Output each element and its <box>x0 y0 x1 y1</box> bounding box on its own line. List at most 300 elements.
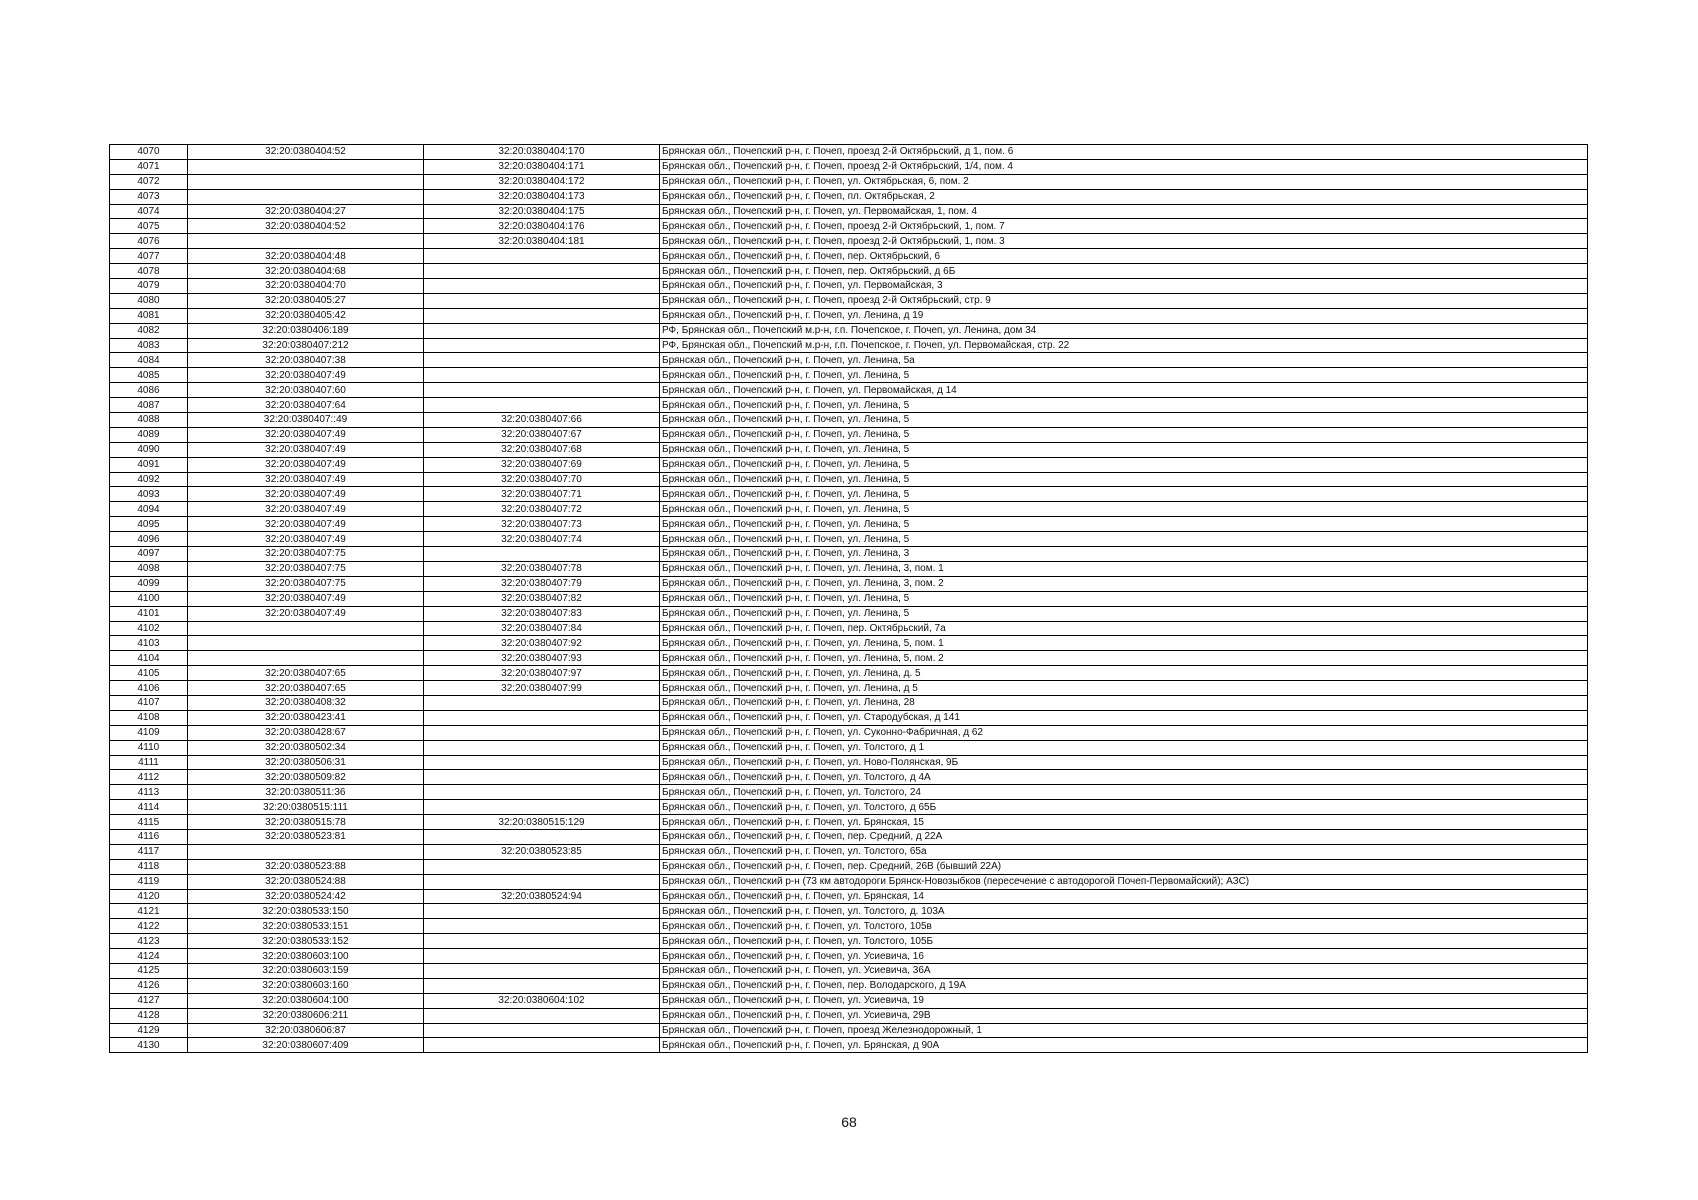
object-address: Брянская обл., Почепский р-н, г. Почеп, ул. Первомайская, д 14 <box>660 383 1588 398</box>
parcel-cadastral-number <box>188 636 424 651</box>
object-address: Брянская обл., Почепский р-н, г. Почеп, ул. Ленина, 5а <box>660 353 1588 368</box>
object-cadastral-number: 32:20:0380407:74 <box>424 532 660 547</box>
parcel-cadastral-number: 32:20:0380407:65 <box>188 666 424 681</box>
table-row <box>110 174 1588 189</box>
parcel-cadastral-number: 32:20:0380533:151 <box>188 919 424 934</box>
parcel-cadastral-number: 32:20:0380407:49 <box>188 591 424 606</box>
row-number: 4110 <box>110 740 188 755</box>
object-cadastral-number: 32:20:0380407:93 <box>424 651 660 666</box>
object-cadastral-number <box>424 770 660 785</box>
parcel-cadastral-number: 32:20:0380515:78 <box>188 815 424 830</box>
object-address: Брянская обл., Почепский р-н, г. Почеп, ул. Стародубская, д 141 <box>660 710 1588 725</box>
parcel-cadastral-number: 32:20:0380407:49 <box>188 472 424 487</box>
parcel-cadastral-number: 32:20:0380407:75 <box>188 547 424 562</box>
object-cadastral-number: 32:20:0380407:71 <box>424 487 660 502</box>
parcel-cadastral-number <box>188 174 424 189</box>
row-number: 4112 <box>110 770 188 785</box>
table-row <box>110 755 1588 770</box>
table-row <box>110 815 1588 830</box>
table-row <box>110 949 1588 964</box>
row-number: 4097 <box>110 547 188 562</box>
table-row <box>110 532 1588 547</box>
object-address: Брянская обл., Почепский р-н, г. Почеп, пер. Октябрьский, 6 <box>660 249 1588 264</box>
table-row <box>110 353 1588 368</box>
object-address: Брянская обл., Почепский р-н, г. Почеп, ул. Ленина, 5 <box>660 413 1588 428</box>
table-row <box>110 636 1588 651</box>
table-row <box>110 413 1588 428</box>
object-cadastral-number <box>424 353 660 368</box>
row-number: 4099 <box>110 576 188 591</box>
row-number: 4129 <box>110 1023 188 1038</box>
parcel-cadastral-number: 32:20:0380407:64 <box>188 398 424 413</box>
row-number: 4086 <box>110 383 188 398</box>
object-cadastral-number: 32:20:0380515:129 <box>424 815 660 830</box>
table-row <box>110 1008 1588 1023</box>
row-number: 4119 <box>110 874 188 889</box>
parcel-cadastral-number: 32:20:0380406:189 <box>188 323 424 338</box>
object-address: Брянская обл., Почепский р-н, г. Почеп, ул. Толстого, д 65Б <box>660 800 1588 815</box>
parcel-cadastral-number: 32:20:0380407:65 <box>188 681 424 696</box>
object-address: Брянская обл., Почепский р-н, г. Почеп, ул. Толстого, д 4А <box>660 770 1588 785</box>
parcel-cadastral-number: 32:20:0380404:52 <box>188 145 424 160</box>
table-row <box>110 844 1588 859</box>
object-cadastral-number: 32:20:0380523:85 <box>424 844 660 859</box>
parcel-cadastral-number: 32:20:0380405:42 <box>188 308 424 323</box>
registry-table <box>109 144 1588 1053</box>
object-address: Брянская обл., Почепский р-н, г. Почеп, ул. Толстого, 65а <box>660 844 1588 859</box>
object-cadastral-number: 32:20:0380404:176 <box>424 219 660 234</box>
row-number: 4127 <box>110 993 188 1008</box>
object-cadastral-number: 32:20:0380407:82 <box>424 591 660 606</box>
parcel-cadastral-number <box>188 621 424 636</box>
object-address: Брянская обл., Почепский р-н, г. Почеп, ул. Усиевича, 36А <box>660 963 1588 978</box>
row-number: 4102 <box>110 621 188 636</box>
object-cadastral-number <box>424 934 660 949</box>
parcel-cadastral-number: 32:20:0380511:36 <box>188 785 424 800</box>
object-address: Брянская обл., Почепский р-н, г. Почеп, проезд 2-й Октябрьский, стр. 9 <box>660 293 1588 308</box>
table-row <box>110 398 1588 413</box>
object-address: Брянская обл., Почепский р-н, г. Почеп, ул. Ленина, 5 <box>660 517 1588 532</box>
table-row <box>110 1023 1588 1038</box>
row-number: 4118 <box>110 859 188 874</box>
object-address: Брянская обл., Почепский р-н, г. Почеп, ул. Ленина, 3 <box>660 547 1588 562</box>
object-cadastral-number <box>424 978 660 993</box>
object-cadastral-number <box>424 264 660 279</box>
row-number: 4113 <box>110 785 188 800</box>
table-row <box>110 442 1588 457</box>
row-number: 4124 <box>110 949 188 964</box>
table-row <box>110 159 1588 174</box>
parcel-cadastral-number: 32:20:0380407:49 <box>188 442 424 457</box>
object-cadastral-number: 32:20:0380407:83 <box>424 606 660 621</box>
object-cadastral-number: 32:20:0380404:173 <box>424 189 660 204</box>
parcel-cadastral-number: 32:20:0380407:49 <box>188 606 424 621</box>
table-row <box>110 561 1588 576</box>
parcel-cadastral-number: 32:20:0380407:212 <box>188 338 424 353</box>
object-cadastral-number <box>424 874 660 889</box>
object-cadastral-number: 32:20:0380407:79 <box>424 576 660 591</box>
object-address: Брянская обл., Почепский р-н, г. Почеп, ул. Ленина, 5 <box>660 532 1588 547</box>
parcel-cadastral-number: 32:20:0380404:70 <box>188 279 424 294</box>
object-cadastral-number <box>424 547 660 562</box>
table-row <box>110 800 1588 815</box>
parcel-cadastral-number: 32:20:0380524:88 <box>188 874 424 889</box>
parcel-cadastral-number: 32:20:0380523:81 <box>188 829 424 844</box>
table-row <box>110 829 1588 844</box>
row-number: 4111 <box>110 755 188 770</box>
row-number: 4120 <box>110 889 188 904</box>
table-row <box>110 368 1588 383</box>
object-address: Брянская обл., Почепский р-н, г. Почеп, ул. Ленина, 3, пом. 2 <box>660 576 1588 591</box>
table-row <box>110 487 1588 502</box>
table-row <box>110 427 1588 442</box>
object-address: Брянская обл., Почепский р-н, г. Почеп, ул. Ленина, д 19 <box>660 308 1588 323</box>
table-row <box>110 993 1588 1008</box>
table-row <box>110 919 1588 934</box>
row-number: 4128 <box>110 1008 188 1023</box>
object-cadastral-number: 32:20:0380404:170 <box>424 145 660 160</box>
parcel-cadastral-number: 32:20:0380506:31 <box>188 755 424 770</box>
parcel-cadastral-number: 32:20:0380603:100 <box>188 949 424 964</box>
table-row <box>110 472 1588 487</box>
parcel-cadastral-number: 32:20:0380404:48 <box>188 249 424 264</box>
parcel-cadastral-number: 32:20:0380408:32 <box>188 695 424 710</box>
row-number: 4109 <box>110 725 188 740</box>
object-address: Брянская обл., Почепский р-н, г. Почеп, ул. Ленина, 5, пом. 1 <box>660 636 1588 651</box>
object-cadastral-number <box>424 398 660 413</box>
object-cadastral-number <box>424 755 660 770</box>
parcel-cadastral-number: 32:20:0380407:49 <box>188 457 424 472</box>
parcel-cadastral-number: 32:20:0380407:38 <box>188 353 424 368</box>
object-address: Брянская обл., Почепский р-н, г. Почеп, ул. Ленина, д. 5 <box>660 666 1588 681</box>
object-cadastral-number: 32:20:0380407:67 <box>424 427 660 442</box>
object-address: Брянская обл., Почепский р-н, г. Почеп, ул. Ленина, 5 <box>660 457 1588 472</box>
object-address: Брянская обл., Почепский р-н, г. Почеп, ул. Толстого, 105в <box>660 919 1588 934</box>
object-cadastral-number <box>424 829 660 844</box>
parcel-cadastral-number: 32:20:0380607:409 <box>188 1038 424 1053</box>
row-number: 4070 <box>110 145 188 160</box>
object-address: Брянская обл., Почепский р-н, г. Почеп, ул. Первомайская, 1, пом. 4 <box>660 204 1588 219</box>
registry-table-body <box>110 145 1588 1053</box>
row-number: 4091 <box>110 457 188 472</box>
object-address: Брянская обл., Почепский р-н, г. Почеп, ул. Ленина, 5 <box>660 606 1588 621</box>
row-number: 4077 <box>110 249 188 264</box>
object-address: Брянская обл., Почепский р-н, г. Почеп, ул. Ленина, 5, пом. 2 <box>660 651 1588 666</box>
object-cadastral-number: 32:20:0380407:73 <box>424 517 660 532</box>
row-number: 4130 <box>110 1038 188 1053</box>
row-number: 4084 <box>110 353 188 368</box>
table-row <box>110 681 1588 696</box>
table-row <box>110 264 1588 279</box>
row-number: 4072 <box>110 174 188 189</box>
object-cadastral-number <box>424 919 660 934</box>
parcel-cadastral-number: 32:20:0380407:49 <box>188 427 424 442</box>
object-address: РФ, Брянская обл., Почепский м.р-н, г.п. Почепское, г. Почеп, ул. Ленина, дом 34 <box>660 323 1588 338</box>
row-number: 4114 <box>110 800 188 815</box>
table-row <box>110 978 1588 993</box>
parcel-cadastral-number: 32:20:0380404:27 <box>188 204 424 219</box>
row-number: 4093 <box>110 487 188 502</box>
object-address: Брянская обл., Почепский р-н, г. Почеп, проезд 2-й Октябрьский, 1, пом. 7 <box>660 219 1588 234</box>
object-cadastral-number <box>424 249 660 264</box>
table-row <box>110 695 1588 710</box>
row-number: 4089 <box>110 427 188 442</box>
row-number: 4071 <box>110 159 188 174</box>
object-cadastral-number: 32:20:0380407:69 <box>424 457 660 472</box>
object-address: Брянская обл., Почепский р-н, г. Почеп, ул. Толстого, д 1 <box>660 740 1588 755</box>
parcel-cadastral-number <box>188 159 424 174</box>
row-number: 4123 <box>110 934 188 949</box>
table-row <box>110 591 1588 606</box>
table-row <box>110 338 1588 353</box>
parcel-cadastral-number: 32:20:0380502:34 <box>188 740 424 755</box>
object-cadastral-number <box>424 368 660 383</box>
object-address: Брянская обл., Почепский р-н, г. Почеп, ул. Ленина, 5 <box>660 427 1588 442</box>
parcel-cadastral-number: 32:20:0380524:42 <box>188 889 424 904</box>
object-address: Брянская обл., Почепский р-н (73 км автодороги Брянск-Новозыбков (пересечение с автодорогой Почеп-Первомайский); АЗС) <box>660 874 1588 889</box>
object-address: Брянская обл., Почепский р-н, г. Почеп, ул. Октябрьская, 6, пом. 2 <box>660 174 1588 189</box>
object-address: РФ, Брянская обл., Почепский м.р-н, г.п. Почепское, г. Почеп, ул. Первомайская, стр. 22 <box>660 338 1588 353</box>
object-cadastral-number: 32:20:0380407:99 <box>424 681 660 696</box>
row-number: 4074 <box>110 204 188 219</box>
object-address: Брянская обл., Почепский р-н, г. Почеп, проезд Железнодорожный, 1 <box>660 1023 1588 1038</box>
table-row <box>110 666 1588 681</box>
object-cadastral-number: 32:20:0380404:171 <box>424 159 660 174</box>
row-number: 4088 <box>110 413 188 428</box>
table-row <box>110 323 1588 338</box>
object-cadastral-number <box>424 323 660 338</box>
row-number: 4082 <box>110 323 188 338</box>
table-row <box>110 249 1588 264</box>
object-cadastral-number <box>424 1008 660 1023</box>
object-address: Брянская обл., Почепский р-н, г. Почеп, ул. Усиевича, 29В <box>660 1008 1588 1023</box>
parcel-cadastral-number: 32:20:0380405:27 <box>188 293 424 308</box>
parcel-cadastral-number: 32:20:0380423:41 <box>188 710 424 725</box>
parcel-cadastral-number: 32:20:0380407:49 <box>188 532 424 547</box>
row-number: 4096 <box>110 532 188 547</box>
row-number: 4087 <box>110 398 188 413</box>
table-row <box>110 189 1588 204</box>
object-address: Брянская обл., Почепский р-н, г. Почеп, ул. Ленина, 5 <box>660 368 1588 383</box>
object-address: Брянская обл., Почепский р-н, г. Почеп, ул. Ленина, 5 <box>660 398 1588 413</box>
object-cadastral-number: 32:20:0380407:78 <box>424 561 660 576</box>
object-cadastral-number <box>424 1038 660 1053</box>
object-cadastral-number <box>424 740 660 755</box>
row-number: 4105 <box>110 666 188 681</box>
parcel-cadastral-number: 32:20:0380603:159 <box>188 963 424 978</box>
row-number: 4107 <box>110 695 188 710</box>
object-address: Брянская обл., Почепский р-н, г. Почеп, ул. Ленина, 5 <box>660 472 1588 487</box>
parcel-cadastral-number: 32:20:0380407:49 <box>188 487 424 502</box>
object-cadastral-number: 32:20:0380407:66 <box>424 413 660 428</box>
table-row <box>110 517 1588 532</box>
parcel-cadastral-number: 32:20:0380606:211 <box>188 1008 424 1023</box>
object-address: Брянская обл., Почепский р-н, г. Почеп, ул. Ленина, 5 <box>660 502 1588 517</box>
table-row <box>110 383 1588 398</box>
object-address: Брянская обл., Почепский р-н, г. Почеп, ул. Ленина, 5 <box>660 487 1588 502</box>
object-address: Брянская обл., Почепский р-н, г. Почеп, пер. Средний, д 22А <box>660 829 1588 844</box>
page-number: 68 <box>841 1114 857 1130</box>
parcel-cadastral-number: 32:20:0380533:152 <box>188 934 424 949</box>
object-address: Брянская обл., Почепский р-н, г. Почеп, ул. Первомайская, 3 <box>660 279 1588 294</box>
table-row <box>110 963 1588 978</box>
object-cadastral-number: 32:20:0380404:172 <box>424 174 660 189</box>
parcel-cadastral-number: 32:20:0380407:75 <box>188 576 424 591</box>
object-cadastral-number: 32:20:0380524:94 <box>424 889 660 904</box>
object-address: Брянская обл., Почепский р-н, г. Почеп, пл. Октябрьская, 2 <box>660 189 1588 204</box>
table-row <box>110 547 1588 562</box>
object-cadastral-number <box>424 383 660 398</box>
row-number: 4104 <box>110 651 188 666</box>
object-cadastral-number <box>424 279 660 294</box>
object-address: Брянская обл., Почепский р-н, г. Почеп, ул. Ленина, 5 <box>660 442 1588 457</box>
parcel-cadastral-number <box>188 234 424 249</box>
row-number: 4098 <box>110 561 188 576</box>
table-row <box>110 740 1588 755</box>
row-number: 4085 <box>110 368 188 383</box>
table-row <box>110 651 1588 666</box>
parcel-cadastral-number: 32:20:0380603:160 <box>188 978 424 993</box>
table-row <box>110 502 1588 517</box>
row-number: 4076 <box>110 234 188 249</box>
parcel-cadastral-number: 32:20:0380407:75 <box>188 561 424 576</box>
row-number: 4081 <box>110 308 188 323</box>
object-address: Брянская обл., Почепский р-н, г. Почеп, ул. Усиевича, 19 <box>660 993 1588 1008</box>
row-number: 4080 <box>110 293 188 308</box>
table-row <box>110 145 1588 160</box>
object-address: Брянская обл., Почепский р-н, г. Почеп, ул. Толстого, 105Б <box>660 934 1588 949</box>
object-cadastral-number <box>424 859 660 874</box>
row-number: 4106 <box>110 681 188 696</box>
object-address: Брянская обл., Почепский р-н, г. Почеп, ул. Толстого, д. 103А <box>660 904 1588 919</box>
parcel-cadastral-number: 32:20:0380407:49 <box>188 368 424 383</box>
table-row <box>110 874 1588 889</box>
row-number: 4090 <box>110 442 188 457</box>
object-address: Брянская обл., Почепский р-н, г. Почеп, проезд 2-й Октябрьский, 1/4, пом. 4 <box>660 159 1588 174</box>
row-number: 4075 <box>110 219 188 234</box>
row-number: 4125 <box>110 963 188 978</box>
object-address: Брянская обл., Почепский р-н, г. Почеп, проезд 2-й Октябрьский, д 1, пом. 6 <box>660 145 1588 160</box>
table-row <box>110 576 1588 591</box>
object-cadastral-number: 32:20:0380407:92 <box>424 636 660 651</box>
object-address: Брянская обл., Почепский р-н, г. Почеп, пер. Средний, 26В (бывший 22А) <box>660 859 1588 874</box>
object-cadastral-number <box>424 338 660 353</box>
object-address: Брянская обл., Почепский р-н, г. Почеп, пер. Октябрьский, д 6Б <box>660 264 1588 279</box>
parcel-cadastral-number: 32:20:0380533:150 <box>188 904 424 919</box>
row-number: 4100 <box>110 591 188 606</box>
row-number: 4116 <box>110 829 188 844</box>
object-address: Брянская обл., Почепский р-н, г. Почеп, ул. Толстого, 24 <box>660 785 1588 800</box>
object-cadastral-number <box>424 695 660 710</box>
row-number: 4115 <box>110 815 188 830</box>
table-row <box>110 457 1588 472</box>
parcel-cadastral-number: 32:20:0380523:88 <box>188 859 424 874</box>
parcel-cadastral-number: 32:20:0380404:68 <box>188 264 424 279</box>
object-cadastral-number <box>424 710 660 725</box>
table-row <box>110 293 1588 308</box>
table-row <box>110 308 1588 323</box>
row-number: 4108 <box>110 710 188 725</box>
object-address: Брянская обл., Почепский р-н, г. Почеп, пер. Володарского, д 19А <box>660 978 1588 993</box>
row-number: 4094 <box>110 502 188 517</box>
parcel-cadastral-number: 32:20:0380404:52 <box>188 219 424 234</box>
row-number: 4122 <box>110 919 188 934</box>
table-row <box>110 234 1588 249</box>
object-address: Брянская обл., Почепский р-н, г. Почеп, ул. Усиевича, 16 <box>660 949 1588 964</box>
object-address: Брянская обл., Почепский р-н, г. Почеп, ул. Брянская, д 90А <box>660 1038 1588 1053</box>
object-cadastral-number: 32:20:0380407:68 <box>424 442 660 457</box>
parcel-cadastral-number: 32:20:0380604:100 <box>188 993 424 1008</box>
table-row <box>110 859 1588 874</box>
table-row <box>110 279 1588 294</box>
table-row <box>110 710 1588 725</box>
parcel-cadastral-number: 32:20:0380515:111 <box>188 800 424 815</box>
object-address: Брянская обл., Почепский р-н, г. Почеп, ул. Ленина, 3, пом. 1 <box>660 561 1588 576</box>
object-cadastral-number: 32:20:0380407:84 <box>424 621 660 636</box>
table-row <box>110 725 1588 740</box>
object-cadastral-number <box>424 963 660 978</box>
object-address: Брянская обл., Почепский р-н, г. Почеп, ул. Ленина, 28 <box>660 695 1588 710</box>
table-row <box>110 934 1588 949</box>
object-address: Брянская обл., Почепский р-н, г. Почеп, проезд 2-й Октябрьский, 1, пом. 3 <box>660 234 1588 249</box>
object-cadastral-number <box>424 1023 660 1038</box>
table-row <box>110 889 1588 904</box>
table-row <box>110 1038 1588 1053</box>
object-cadastral-number: 32:20:0380604:102 <box>424 993 660 1008</box>
row-number: 4117 <box>110 844 188 859</box>
row-number: 4083 <box>110 338 188 353</box>
row-number: 4079 <box>110 279 188 294</box>
table-row <box>110 904 1588 919</box>
object-address: Брянская обл., Почепский р-н, г. Почеп, ул. Ленина, д 5 <box>660 681 1588 696</box>
object-cadastral-number: 32:20:0380404:175 <box>424 204 660 219</box>
row-number: 4121 <box>110 904 188 919</box>
row-number: 4101 <box>110 606 188 621</box>
object-cadastral-number: 32:20:0380407:97 <box>424 666 660 681</box>
object-cadastral-number <box>424 800 660 815</box>
object-cadastral-number <box>424 785 660 800</box>
object-address: Брянская обл., Почепский р-н, г. Почеп, пер. Октябрьский, 7а <box>660 621 1588 636</box>
parcel-cadastral-number <box>188 844 424 859</box>
object-cadastral-number: 32:20:0380407:70 <box>424 472 660 487</box>
row-number: 4078 <box>110 264 188 279</box>
row-number: 4073 <box>110 189 188 204</box>
object-address: Брянская обл., Почепский р-н, г. Почеп, ул. Брянская, 15 <box>660 815 1588 830</box>
object-address: Брянская обл., Почепский р-н, г. Почеп, ул. Брянская, 14 <box>660 889 1588 904</box>
row-number: 4126 <box>110 978 188 993</box>
object-cadastral-number <box>424 308 660 323</box>
object-cadastral-number <box>424 904 660 919</box>
parcel-cadastral-number <box>188 651 424 666</box>
parcel-cadastral-number <box>188 189 424 204</box>
object-cadastral-number: 32:20:0380407:72 <box>424 502 660 517</box>
object-address: Брянская обл., Почепский р-н, г. Почеп, ул. Ленина, 5 <box>660 591 1588 606</box>
parcel-cadastral-number: 32:20:0380407::49 <box>188 413 424 428</box>
parcel-cadastral-number: 32:20:0380509:82 <box>188 770 424 785</box>
row-number: 4092 <box>110 472 188 487</box>
table-row <box>110 785 1588 800</box>
parcel-cadastral-number: 32:20:0380428:67 <box>188 725 424 740</box>
object-cadastral-number <box>424 949 660 964</box>
parcel-cadastral-number: 32:20:0380407:60 <box>188 383 424 398</box>
row-number: 4103 <box>110 636 188 651</box>
table-row <box>110 204 1588 219</box>
object-cadastral-number: 32:20:0380404:181 <box>424 234 660 249</box>
table-row <box>110 770 1588 785</box>
object-address: Брянская обл., Почепский р-н, г. Почеп, ул. Ново-Полянская, 9Б <box>660 755 1588 770</box>
object-cadastral-number <box>424 293 660 308</box>
row-number: 4095 <box>110 517 188 532</box>
